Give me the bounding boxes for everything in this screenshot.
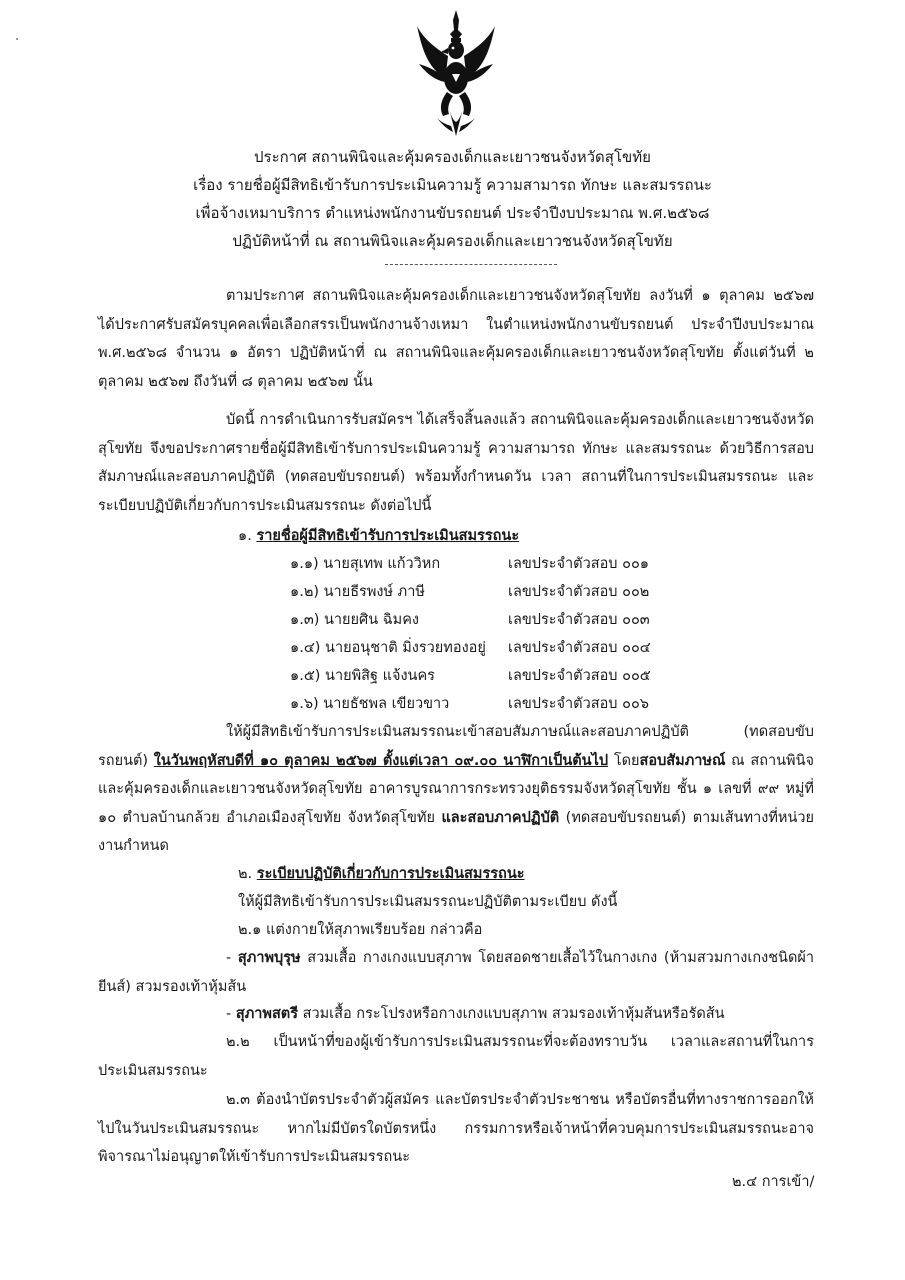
interview-label: สอบสัมภาษณ์ (639, 752, 726, 769)
candidate-name: ๑.๖) นายธัชพล เขียวขาว (290, 696, 450, 712)
exam-venue-text: ณ สถานพินิจและคุ้มครองเด็กและเยาวชนจังหวัดสุโขทัย อาคารบูรณาการกระทรวงยุติธรรมจังหวัดสุโขทัย ชั้น ๑ เลขที่ ๙๙ หมู่ที่ ๑๐ ตำบลบ้านกล้วย อำเภอเมืองสุโขทัย จังหวัดสุโขทัย (98, 752, 814, 826)
candidate-name: ๑.๔) นายอนุชาติ มิ่งรวยทองอยู่ (290, 640, 486, 656)
exam-schedule-paragraph (98, 718, 814, 861)
practical-route-text: (ทดสอบขับรถยนต์) ตามเส้นทางที่หน่วยงานกำหนด (98, 809, 814, 854)
announcement-title: ประกาศ สถานพินิจและคุ้มครองเด็กและเยาวชนจังหวัดสุโขทัย (254, 148, 651, 166)
candidate-name: ๑.๒) นายธีรพงษ์ ภาษี (290, 584, 425, 600)
candidate-name: ๑.๓) นายยศิน ฉิมคง (290, 612, 419, 628)
women-label: สุภาพสตรี (235, 1006, 299, 1022)
intro-paragraph: ตามประกาศ สถานพินิจและคุ้มครองเด็กและเยาวชนจังหวัดสุโขทัย ลงวันที่ ๑ ตุลาคม ๒๕๖๗ ได้ประกาศรับสมัครบุคคลเพื่อเลือกสรรเป็นพนักงานจ้างเหมา ในตำแหน่งพนักงานขับรถยนต์ ประจำปีงบประมาณ พ.ศ.๒๕๖๘ จำนวน ๑ อัตรา ปฏิบัติหน้าที่ ณ สถานพินิจและคุ้มครองเด็กและเยาวชนจังหวัดสุโขทัย ตั้งแต่วันที่ ๒ ตุลาคม ๒๕๖๗ ถึงวันที่ ๘ ตุลาคม ๒๕๖๗ นั้น (98, 288, 814, 390)
rule-2-3: ๒.๓ ต้องนำบัตรประจำตัวผู้สมัคร และบัตรประจำตัวประชาชน หรือบัตรอื่นที่ทางราชการออกให้ไปในวันประเมินสมรรถนะ หากไม่มีบัตรใดบัตรหนึ่ง กรรมการหรือเจ้าหน้าที่ควบคุมการประเมินสมรรถนะอาจพิจารณาไม่อนุญาตให้เข้ารับการประเมินสมรรถนะ (98, 1092, 814, 1165)
candidate-name: ๑.๕) นายพิสิฐ แจ้งนคร (290, 668, 435, 684)
section2-title: ระเบียบปฏิบัติเกี่ยวกับการประเมินสมรรถนะ (256, 866, 525, 882)
candidate-exam-id: เลขประจำตัวสอบ ๐๐๑ (508, 556, 650, 572)
announcement-location: ปฏิบัติหน้าที่ ณ สถานพินิจและคุ้มครองเด็กและเยาวชนจังหวัดสุโขทัย (232, 232, 673, 250)
section1-number: ๑. (238, 528, 252, 544)
page-continuation: ๒.๔ การเข้า/ (732, 1174, 815, 1190)
section2-number: ๒. (238, 866, 253, 882)
section1-title: รายชื่อผู้มีสิทธิเข้ารับการประเมินสมรรถนะ (256, 528, 520, 544)
announcement-purpose: เพื่อจ้างเหมาบริการ ตำแหน่งพนักงานขับรถยนต์ ประจำปีงบประมาณ พ.ศ.๒๕๖๘ (195, 204, 710, 222)
bullet-dash: - (226, 950, 238, 966)
dress-code-men (98, 944, 814, 1001)
candidate-exam-id: เลขประจำตัวสอบ ๐๐๖ (508, 696, 650, 712)
rules-intro: ให้ผู้มีสิทธิเข้ารับการประเมินสมรรถนะปฏิบัติตามระเบียบ ดังนี้ (238, 894, 618, 910)
exam-by-text: โดย (608, 752, 640, 769)
men-label: สุภาพบุรุษ (237, 950, 301, 966)
title-divider (385, 264, 557, 265)
women-dress-text: สวมเสื้อ กระโปรงหรือกางเกงแบบสุภาพ สวมรองเท้าหุ้มส้นหรือรัดส้น (298, 1006, 725, 1022)
candidate-exam-id: เลขประจำตัวสอบ ๐๐๓ (508, 612, 650, 628)
candidate-exam-id: เลขประจำตัวสอบ ๐๐๕ (508, 668, 651, 684)
section1-heading (238, 522, 519, 550)
announcement-subject: เรื่อง รายชื่อผู้มีสิทธิเข้ารับการประเมินความรู้ ความสามารถ ทักษะ และสมรรถนะ (193, 176, 712, 194)
rule-2-2: ๒.๒ เป็นหน้าที่ของผู้เข้ารับการประเมินสมรรถนะที่จะต้องทราบวัน เวลาและสถานที่ในการประเมินสมรรถนะ (98, 1034, 814, 1079)
garuda-emblem-icon (415, 8, 497, 140)
result-paragraph: บัดนี้ การดำเนินการรับสมัครฯ ได้เสร็จสิ้นลงแล้ว สถานพินิจและคุ้มครองเด็กและเยาวชนจังหวัดสุโขทัย จึงขอประกาศรายชื่อผู้มีสิทธิเข้ารับการประเมินความรู้ ความสามารถ ทักษะ และสมรรถนะ ด้วยวิธีการสอบสัมภาษณ์และสอบภาคปฏิบัติ (ทดสอบขับรถยนต์) พร้อมทั้งกำหนดวัน เวลา สถานที่ในการประเมินสมรรถนะ และระเบียบปฏิบัติเกี่ยวกับการประเมินสมรรถนะ ดังต่อไปนี้ (98, 412, 814, 514)
scan-speck (16, 38, 18, 40)
exam-intro-text: ให้ผู้มีสิทธิเข้ารับการประเมินสมรรถนะเข้าสอบสัมภาษณ์และสอบภาคปฏิบัติ (ทดสอบขับรถยนต์) (98, 724, 814, 769)
candidate-name: ๑.๑) นายสุเทพ แก้ววิหก (290, 556, 441, 572)
exam-date-time: ในวันพฤหัสบดีที่ ๑๐ ตุลาคม ๒๕๖๗ ตั้งแต่เวลา ๐๙.๐๐ นาฬิกาเป็นต้นไป (153, 752, 609, 769)
section2-heading (238, 860, 525, 888)
rule-2-1: ๒.๑ แต่งกายให้สุภาพเรียบร้อย กล่าวคือ (238, 922, 483, 938)
practical-test-label: และสอบภาคปฏิบัติ (441, 809, 560, 826)
dress-code-women (98, 1000, 814, 1029)
bullet-dash: - (226, 1006, 236, 1022)
candidate-exam-id: เลขประจำตัวสอบ ๐๐๒ (508, 584, 650, 600)
candidate-exam-id: เลขประจำตัวสอบ ๐๐๔ (508, 640, 651, 656)
men-dress-text: สวมเสื้อ กางเกงแบบสุภาพ โดยสอดชายเสื้อไว้ในกางเกง (ห้ามสวมกางเกงชนิดผ้ายีนส์) สวมรองเท้าหุ้มส้น (98, 950, 815, 995)
